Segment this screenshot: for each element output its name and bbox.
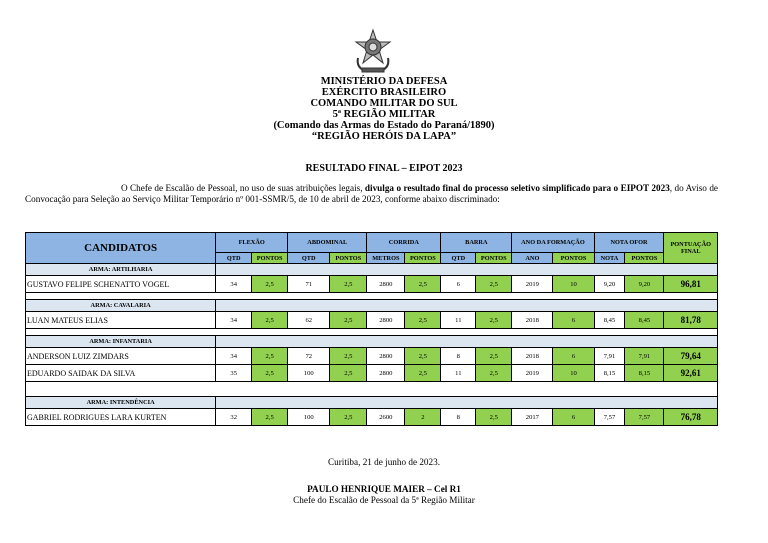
intro-text-1: O Chefe de Escalão de Pessoal, no uso de suas atribuições legais, <box>121 183 365 193</box>
nota-ofor: 7,57 <box>594 409 625 426</box>
pontuacao-final: 79,64 <box>664 348 718 365</box>
col-barra: BARRA <box>441 233 512 253</box>
corrida-pontos: 2 <box>405 409 441 426</box>
barra-pontos: 2,5 <box>476 276 512 293</box>
arm-band <box>216 397 718 409</box>
arm-label: ARMA: CAVALARIA <box>26 300 216 312</box>
sub-qtd: QTD <box>288 253 330 264</box>
abdominal-pontos: 2,5 <box>330 365 367 382</box>
barra-qtd: 6 <box>441 276 476 293</box>
barra-pontos: 2,5 <box>476 312 512 329</box>
col-ano-formacao: ANO DA FORMAÇÃO <box>512 233 594 253</box>
arm-label: ARMA: INFANTARIA <box>26 336 216 348</box>
nota-ofor: 9,20 <box>594 276 625 293</box>
nota-pontos: 9,20 <box>625 276 664 293</box>
arm-section-header <box>26 300 718 312</box>
ano-formacao: 2018 <box>512 312 553 329</box>
candidate-name: GUSTAVO FELIPE SCHENATTO VOGEL <box>26 276 216 293</box>
flexao-qtd: 35 <box>216 365 252 382</box>
arm-label: ARMA: INTENDÊNCIA <box>26 397 216 409</box>
sub-qtd: QTD <box>216 253 252 264</box>
corrida-metros: 2800 <box>367 348 405 365</box>
intro-text-2: , do Aviso de Convocação para Seleção ao Serviço Militar Temporário nº 001-SSMR/5, de 10 de abril de 2023, conforme abaixo discriminado: <box>25 183 718 204</box>
col-abdominal: ABDOMINAL <box>288 233 367 253</box>
flexao-qtd: 32 <box>216 409 252 426</box>
flexao-qtd: 34 <box>216 276 252 293</box>
table-header-row <box>26 233 718 253</box>
col-flexao: FLEXÃO <box>216 233 288 253</box>
nota-ofor: 8,15 <box>594 365 625 382</box>
document-title: RESULTADO FINAL – EIPOT 2023 <box>305 163 463 174</box>
spacer-row <box>26 382 718 397</box>
results-table <box>25 232 718 426</box>
table-row <box>26 409 718 426</box>
nota-pontos: 7,91 <box>625 348 664 365</box>
pontuacao-final: 81,78 <box>664 312 718 329</box>
corrida-pontos: 2,5 <box>405 276 441 293</box>
barra-pontos: 2,5 <box>476 365 512 382</box>
ano-pontos: 6 <box>553 348 594 365</box>
corrida-pontos: 2,5 <box>405 312 441 329</box>
coat-of-arms-emblem-icon <box>352 28 394 74</box>
header-line-6: “REGIÃO HERÓIS DA LAPA” <box>311 131 457 142</box>
arm-section-header <box>26 264 718 276</box>
flexao-pontos: 2,5 <box>252 348 288 365</box>
corrida-metros: 2800 <box>367 365 405 382</box>
signature-name: PAULO HENRIQUE MAIER – Cel R1 <box>307 484 461 494</box>
sub-qtd: QTD <box>441 253 476 264</box>
sub-pontos: PONTOS <box>405 253 441 264</box>
ano-formacao: 2018 <box>512 348 553 365</box>
spacer-row <box>26 329 718 336</box>
abdominal-pontos: 2,5 <box>330 348 367 365</box>
sub-pontos: PONTOS <box>553 253 594 264</box>
col-corrida: CORRIDA <box>367 233 441 253</box>
pontuacao-final: 76,78 <box>664 409 718 426</box>
arm-band <box>216 300 718 312</box>
barra-pontos: 2,5 <box>476 409 512 426</box>
sub-pontos: PONTOS <box>252 253 288 264</box>
arm-label: ARMA: ARTILHARIA <box>26 264 216 276</box>
candidate-name: EDUARDO SAIDAK DA SILVA <box>26 365 216 382</box>
abdominal-pontos: 2,5 <box>330 312 367 329</box>
nota-pontos: 8,15 <box>625 365 664 382</box>
sub-metros: METROS <box>367 253 405 264</box>
header-line-5: (Comando das Armas do Estado do Paraná/1890) <box>273 120 495 131</box>
barra-pontos: 2,5 <box>476 348 512 365</box>
sub-pontos: PONTOS <box>625 253 664 264</box>
flexao-pontos: 2,5 <box>252 365 288 382</box>
header-line-1: MINISTÉRIO DA DEFESA <box>320 76 448 87</box>
ano-pontos: 10 <box>553 365 594 382</box>
abdominal-qtd: 71 <box>288 276 330 293</box>
header-line-3: COMANDO MILITAR DO SUL <box>310 98 458 109</box>
intro-paragraph <box>25 183 718 204</box>
arm-section-header <box>26 397 718 409</box>
col-pontuacao-final: PONTUAÇÃO FINAL <box>664 233 718 264</box>
flexao-pontos: 2,5 <box>252 276 288 293</box>
nota-pontos: 8,45 <box>625 312 664 329</box>
abdominal-qtd: 72 <box>288 348 330 365</box>
sub-pontos: PONTOS <box>330 253 367 264</box>
ano-pontos: 6 <box>553 312 594 329</box>
corrida-metros: 2600 <box>367 409 405 426</box>
abdominal-qtd: 100 <box>288 409 330 426</box>
arm-band <box>216 264 718 276</box>
flexao-pontos: 2,5 <box>252 312 288 329</box>
header-line-2: EXÉRCITO BRASILEIRO <box>321 87 447 98</box>
corrida-metros: 2800 <box>367 312 405 329</box>
signature-role: Chefe do Escalão de Pessoal da 5ª Região Militar <box>293 495 475 505</box>
sub-ano: ANO <box>512 253 553 264</box>
arm-band <box>216 336 718 348</box>
ano-formacao: 2019 <box>512 365 553 382</box>
pontuacao-final: 96,81 <box>664 276 718 293</box>
intro-text-bold: divulga o resultado final do processo seletivo simplificado para o EIPOT 2023 <box>364 183 670 193</box>
table-row <box>26 348 718 365</box>
corrida-metros: 2800 <box>367 276 405 293</box>
nota-pontos: 7,57 <box>625 409 664 426</box>
place-date: Curitiba, 21 de junho de 2023. <box>327 457 441 467</box>
candidate-name: LUAN MATEUS ELIAS <box>26 312 216 329</box>
abdominal-qtd: 100 <box>288 365 330 382</box>
flexao-pontos: 2,5 <box>252 409 288 426</box>
col-candidatos: CANDIDATOS <box>26 233 216 264</box>
candidate-name: GABRIEL RODRIGUES LARA KURTEN <box>26 409 216 426</box>
ano-formacao: 2019 <box>512 276 553 293</box>
pontuacao-final: 92,61 <box>664 365 718 382</box>
sub-pontos: PONTOS <box>476 253 512 264</box>
candidate-name: ANDERSON LUIZ ZIMDARS <box>26 348 216 365</box>
barra-qtd: 11 <box>441 365 476 382</box>
col-nota-ofor: NOTA OFOR <box>594 233 664 253</box>
abdominal-pontos: 2,5 <box>330 409 367 426</box>
barra-qtd: 11 <box>441 312 476 329</box>
ano-pontos: 6 <box>553 409 594 426</box>
nota-ofor: 8,45 <box>594 312 625 329</box>
header-line-4: 5ª REGIÃO MILITAR <box>332 109 436 120</box>
barra-qtd: 8 <box>441 348 476 365</box>
corrida-pontos: 2,5 <box>405 348 441 365</box>
barra-qtd: 8 <box>441 409 476 426</box>
flexao-qtd: 34 <box>216 312 252 329</box>
table-row <box>26 365 718 382</box>
arm-section-header <box>26 336 718 348</box>
nota-ofor: 7,91 <box>594 348 625 365</box>
table-row <box>26 312 718 329</box>
table-row <box>26 276 718 293</box>
abdominal-qtd: 62 <box>288 312 330 329</box>
corrida-pontos: 2,5 <box>405 365 441 382</box>
spacer-row <box>26 293 718 300</box>
ano-formacao: 2017 <box>512 409 553 426</box>
abdominal-pontos: 2,5 <box>330 276 367 293</box>
sub-nota: NOTA <box>594 253 625 264</box>
ano-pontos: 10 <box>553 276 594 293</box>
flexao-qtd: 34 <box>216 348 252 365</box>
